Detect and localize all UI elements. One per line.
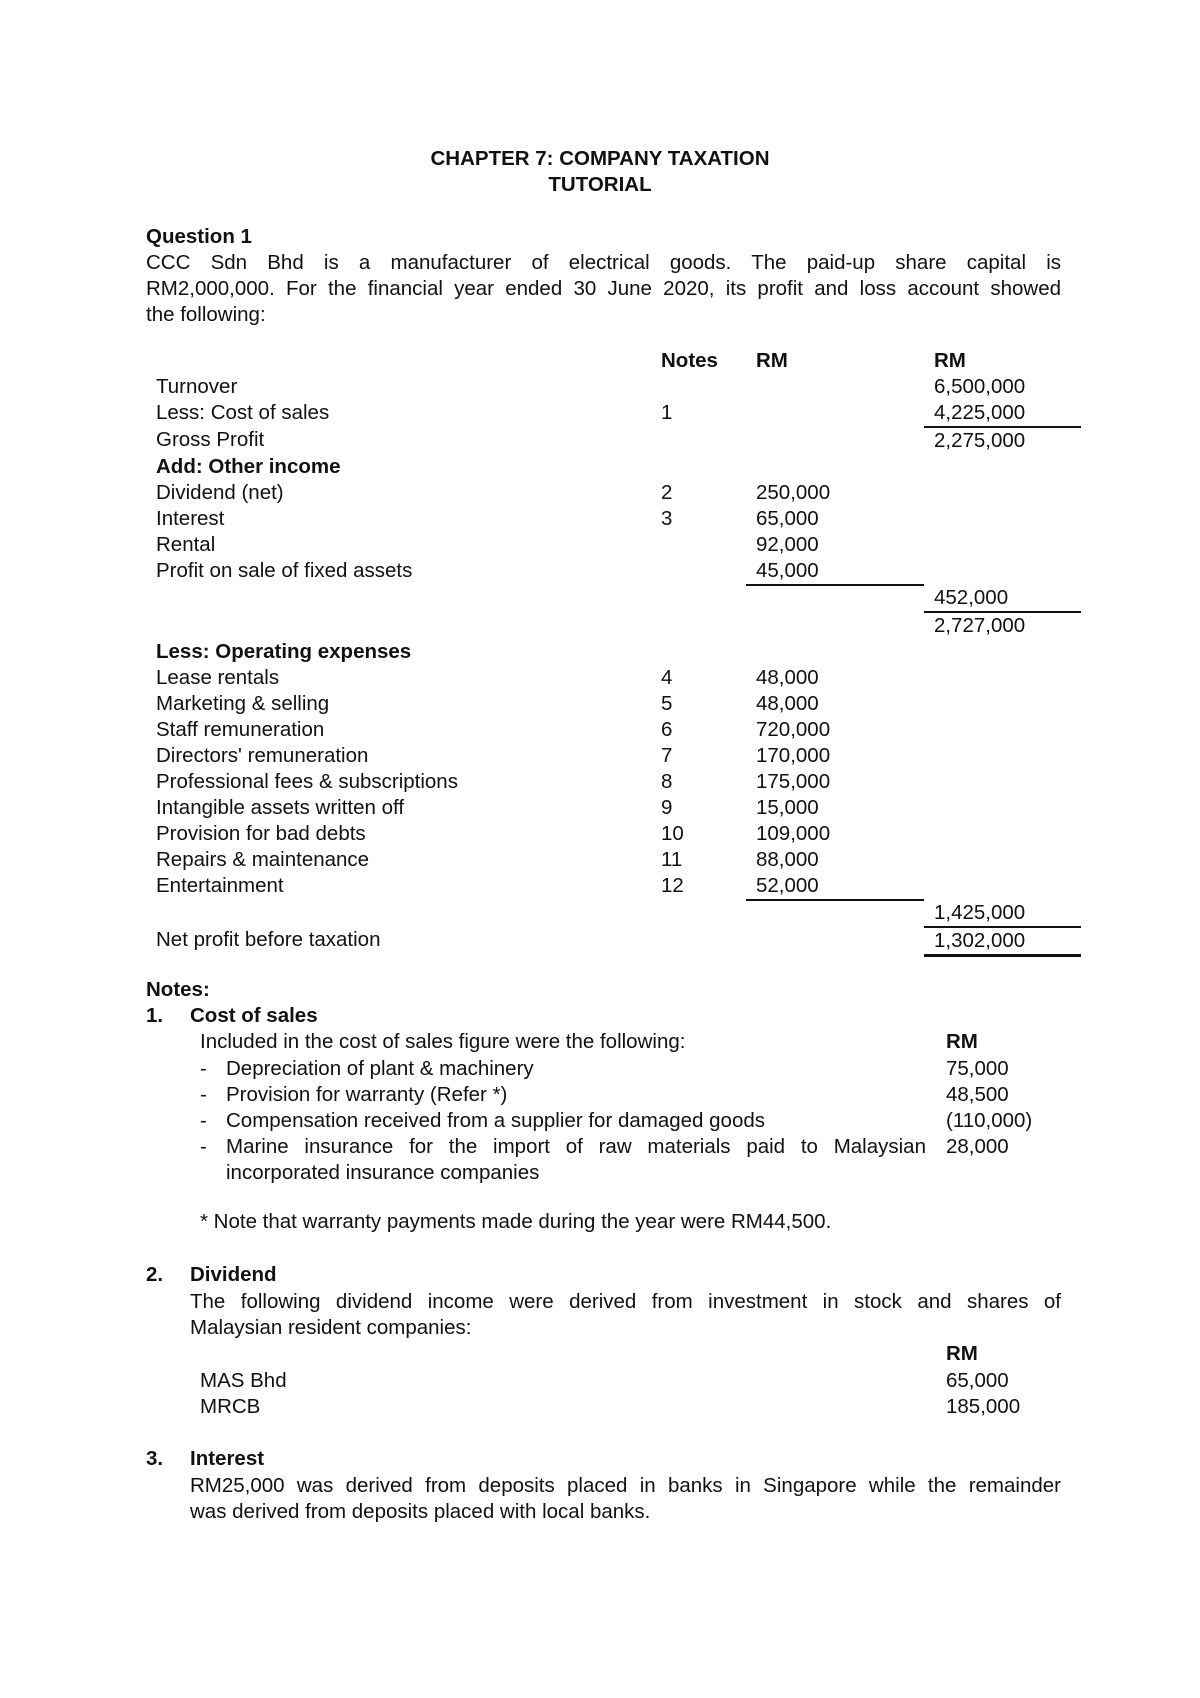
other-income-total: 452,000: [924, 585, 1081, 612]
other-income-heading: Add: Other income: [156, 455, 341, 478]
notes-column-header: Notes: [661, 349, 718, 372]
notes-heading: Notes:: [146, 978, 210, 1001]
dash-bullet: -: [200, 1083, 207, 1106]
text-line: The following dividend income were derived from investment in stock and shares of: [190, 1290, 1061, 1313]
dash-bullet: -: [200, 1109, 207, 1132]
table-row: [146, 743, 1081, 769]
item-text: Provision for warranty (Refer *): [226, 1083, 508, 1106]
table-row: [146, 374, 1081, 400]
row-note: 1: [661, 401, 673, 424]
row-amount: 45,000: [746, 558, 924, 585]
row-label: Turnover: [156, 375, 238, 398]
note-2-title: [146, 1263, 277, 1287]
warranty-footnote: * Note that warranty payments made during the year were RM44,500.: [200, 1210, 832, 1233]
expenses-total: 1,425,000: [924, 900, 1081, 927]
item-text: Marine insurance for the import of raw materials paid to Malaysian: [226, 1135, 926, 1158]
table-row: [146, 480, 1081, 506]
text-line: Malaysian resident companies:: [190, 1316, 472, 1339]
question-intro: [146, 250, 1061, 328]
list-item: [200, 1108, 1080, 1134]
row-amount: 88,000: [756, 848, 819, 871]
row-amount: 48,000: [756, 692, 819, 715]
dividend-amount: 65,000: [946, 1369, 1009, 1392]
row-note: 5: [661, 692, 673, 715]
row-amount: 6,500,000: [934, 375, 1026, 398]
table-header-row: [146, 348, 1081, 374]
list-item: [200, 1056, 1080, 1082]
item-text: Compensation received from a supplier for damaged goods: [226, 1109, 765, 1132]
intro-line: RM2,000,000. For the financial year ended 30 June 2020, its profit and loss account showed: [146, 277, 1061, 300]
item-amount: 48,500: [946, 1083, 1009, 1106]
row-label: Rental: [156, 533, 216, 556]
table-row: [146, 847, 1081, 873]
section-heading-row: [146, 454, 1081, 480]
note-3-title: [146, 1447, 264, 1471]
note-1-intro: Included in the cost of sales figure were the following:: [200, 1030, 686, 1053]
table-row: [146, 691, 1081, 717]
dash-bullet: -: [200, 1057, 207, 1080]
table-row: [146, 506, 1081, 532]
row-note: 9: [661, 796, 673, 819]
row-note: 10: [661, 822, 684, 845]
note-2-rm-header: RM: [946, 1342, 978, 1365]
table-row: [146, 927, 1081, 956]
intro-line: the following:: [146, 303, 266, 326]
row-label: Marketing & selling: [156, 692, 330, 715]
row-note: 12: [661, 874, 684, 897]
row-label: Repairs & maintenance: [156, 848, 370, 871]
table-row: [146, 795, 1081, 821]
row-note: 6: [661, 718, 673, 741]
row-label: Interest: [156, 507, 225, 530]
row-label: Entertainment: [156, 874, 284, 897]
dividend-amount: 185,000: [946, 1395, 1021, 1418]
section-heading-row: [146, 639, 1081, 665]
row-note: 7: [661, 744, 673, 767]
table-row: [146, 612, 1081, 639]
row-label: Less: Cost of sales: [156, 401, 330, 424]
note-title: Cost of sales: [190, 1004, 318, 1027]
note-number: 1.: [146, 1004, 164, 1027]
list-item: [200, 1082, 1080, 1108]
table-row: [146, 427, 1081, 454]
row-amount: 52,000: [746, 873, 924, 900]
table-row: [146, 769, 1081, 795]
row-label: Profit on sale of fixed assets: [156, 559, 413, 582]
row-note: [661, 558, 746, 585]
row-amount: 2,275,000: [934, 429, 1026, 452]
list-item-continuation: [200, 1160, 1080, 1186]
table-row: [146, 585, 1081, 612]
note-title: Dividend: [190, 1263, 277, 1286]
note-3-text: [190, 1473, 1061, 1525]
row-amount: 175,000: [756, 770, 831, 793]
table-row: [146, 900, 1081, 927]
note-1-title: [146, 1004, 318, 1028]
row-amount: 720,000: [756, 718, 831, 741]
table-row: [146, 717, 1081, 743]
item-amount: 28,000: [946, 1135, 1009, 1158]
row-amount: 250,000: [756, 481, 831, 504]
row-label: Lease rentals: [156, 666, 280, 689]
row-note: 8: [661, 770, 673, 793]
row-note: [661, 532, 746, 558]
row-label: Intangible assets written off: [156, 796, 405, 819]
subtotal-amount: 2,727,000: [934, 614, 1026, 637]
intro-line: CCC Sdn Bhd is a manufacturer of electrical goods. The paid-up share capital is: [146, 251, 1061, 274]
note-title: Interest: [190, 1447, 265, 1470]
row-amount: 48,000: [756, 666, 819, 689]
text-line: RM25,000 was derived from deposits placed in banks in Singapore while the remainder: [190, 1474, 1061, 1497]
row-note: 2: [661, 481, 673, 504]
profit-loss-table: [146, 348, 1081, 957]
net-profit-amount: 1,302,000: [924, 927, 1081, 956]
row-amount: 65,000: [756, 507, 819, 530]
row-amount: 109,000: [756, 822, 831, 845]
dash-bullet: -: [200, 1135, 207, 1158]
note-1-list: [200, 1056, 1080, 1186]
item-amount: 75,000: [946, 1057, 1009, 1080]
text-line: was derived from deposits placed with local banks.: [190, 1500, 651, 1523]
expenses-heading: Less: Operating expenses: [156, 640, 412, 663]
row-label: Professional fees & subscriptions: [156, 770, 458, 793]
table-row: [146, 558, 1081, 585]
note-1-rm-header: RM: [946, 1030, 978, 1053]
row-amount: 170,000: [756, 744, 831, 767]
rm-column-header: RM: [756, 349, 788, 372]
row-note: 4: [661, 666, 673, 689]
table-row: [146, 665, 1081, 691]
item-text: incorporated insurance companies: [226, 1161, 540, 1184]
row-label: Gross Profit: [156, 428, 265, 451]
question-label: Question 1: [146, 225, 252, 248]
rm-total-column-header: RM: [934, 349, 966, 372]
tutorial-subtitle: TUTORIAL: [548, 173, 652, 196]
item-amount: (110,000): [946, 1109, 1033, 1132]
item-text: Depreciation of plant & machinery: [226, 1057, 534, 1080]
row-label: Directors' remuneration: [156, 744, 369, 767]
note-2-text: [190, 1289, 1061, 1341]
note-number: 2.: [146, 1263, 164, 1286]
row-note: 11: [661, 848, 683, 871]
table-row: [146, 532, 1081, 558]
table-row: [146, 873, 1081, 900]
list-item: [200, 1134, 1080, 1160]
row-amount: 4,225,000: [924, 400, 1081, 427]
table-row: [146, 400, 1081, 427]
row-amount: 92,000: [756, 533, 819, 556]
table-row: [146, 821, 1081, 847]
row-label: Staff remuneration: [156, 718, 325, 741]
dividend-company: MAS Bhd: [200, 1369, 287, 1392]
row-label: Provision for bad debts: [156, 822, 366, 845]
row-label: Dividend (net): [156, 481, 284, 504]
note-number: 3.: [146, 1447, 164, 1470]
row-amount: 15,000: [756, 796, 819, 819]
chapter-title: CHAPTER 7: COMPANY TAXATION: [430, 147, 770, 170]
dividend-company: MRCB: [200, 1395, 261, 1418]
row-label: Net profit before taxation: [156, 928, 381, 951]
row-note: 3: [661, 507, 673, 530]
